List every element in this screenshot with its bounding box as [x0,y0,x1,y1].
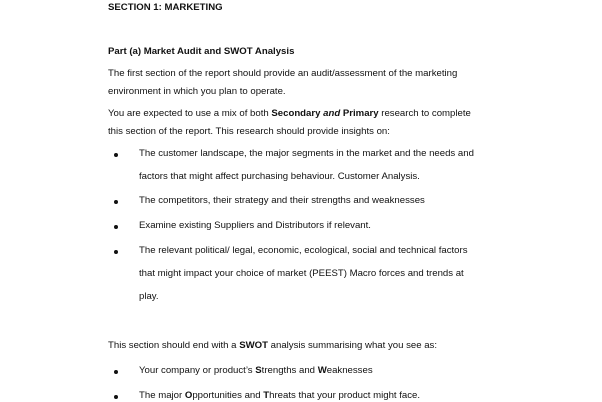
swot-b1-mid: trengths and [261,365,318,376]
bullet-dot [114,225,118,229]
swot-intro-swot: SWOT [239,340,268,351]
swot-b2-pre: The major [139,390,185,401]
bullet-4-line-1: The relevant political/ legal, economic, ecological, social and technical factors [139,245,468,256]
mix-primary: Primary [342,108,379,119]
swot-bullet-2 [139,390,420,402]
bullet-dot [114,200,118,204]
part-heading: Part (a) Market Audit and SWOT Analysis [108,46,295,57]
bullet-dot [114,250,118,254]
intro-line-1: The first section of the report should provide an audit/assessment of the marketing [108,68,458,79]
swot-b2-post: hreats that your product might face. [269,390,421,401]
swot-b1-w: W [317,365,327,376]
bullet-3-line-1: Examine existing Suppliers and Distributors if relevant. [139,220,371,231]
bullet-dot [114,153,118,157]
bullet-4-line-2: that might impact your choice of market (PEEST) Macro forces and trends at [139,268,464,279]
swot-b2-o: O [184,390,193,401]
mix-line-1 [108,108,471,120]
bullet-1-line-1: The customer landscape, the major segments in the market and the needs and [139,148,474,159]
swot-b1-s: S [255,365,262,376]
bullet-dot [114,395,118,399]
swot-b2-mid: pportunities and [192,390,264,401]
swot-intro-post: analysis summarising what you see as: [267,340,438,351]
intro-line-2: environment in which you plan to operate. [108,86,286,97]
bullet-4-line-3: play. [139,291,159,302]
mix-line-2: this section of the report. This research should provide insights on: [108,126,390,137]
swot-b1-pre: Your company or product’s [139,365,256,376]
mix-secondary: Secondary [271,108,321,119]
swot-b1-post: eaknesses [326,365,373,376]
swot-b2-t: T [263,390,270,401]
swot-bullet-1 [139,365,373,377]
mix-and: and [323,108,341,119]
bullet-2-line-1: The competitors, their strategy and their strengths and weaknesses [139,195,425,206]
mix-pre: You are expected to use a mix of both [108,108,272,119]
swot-intro [108,340,437,352]
swot-intro-pre: This section should end with a [108,340,240,351]
mix-post: research to complete [378,108,471,119]
bullet-1-line-2: factors that might affect purchasing behaviour. Customer Analysis. [139,171,420,182]
bullet-dot [114,370,118,374]
section-title: SECTION 1: MARKETING [108,2,223,13]
